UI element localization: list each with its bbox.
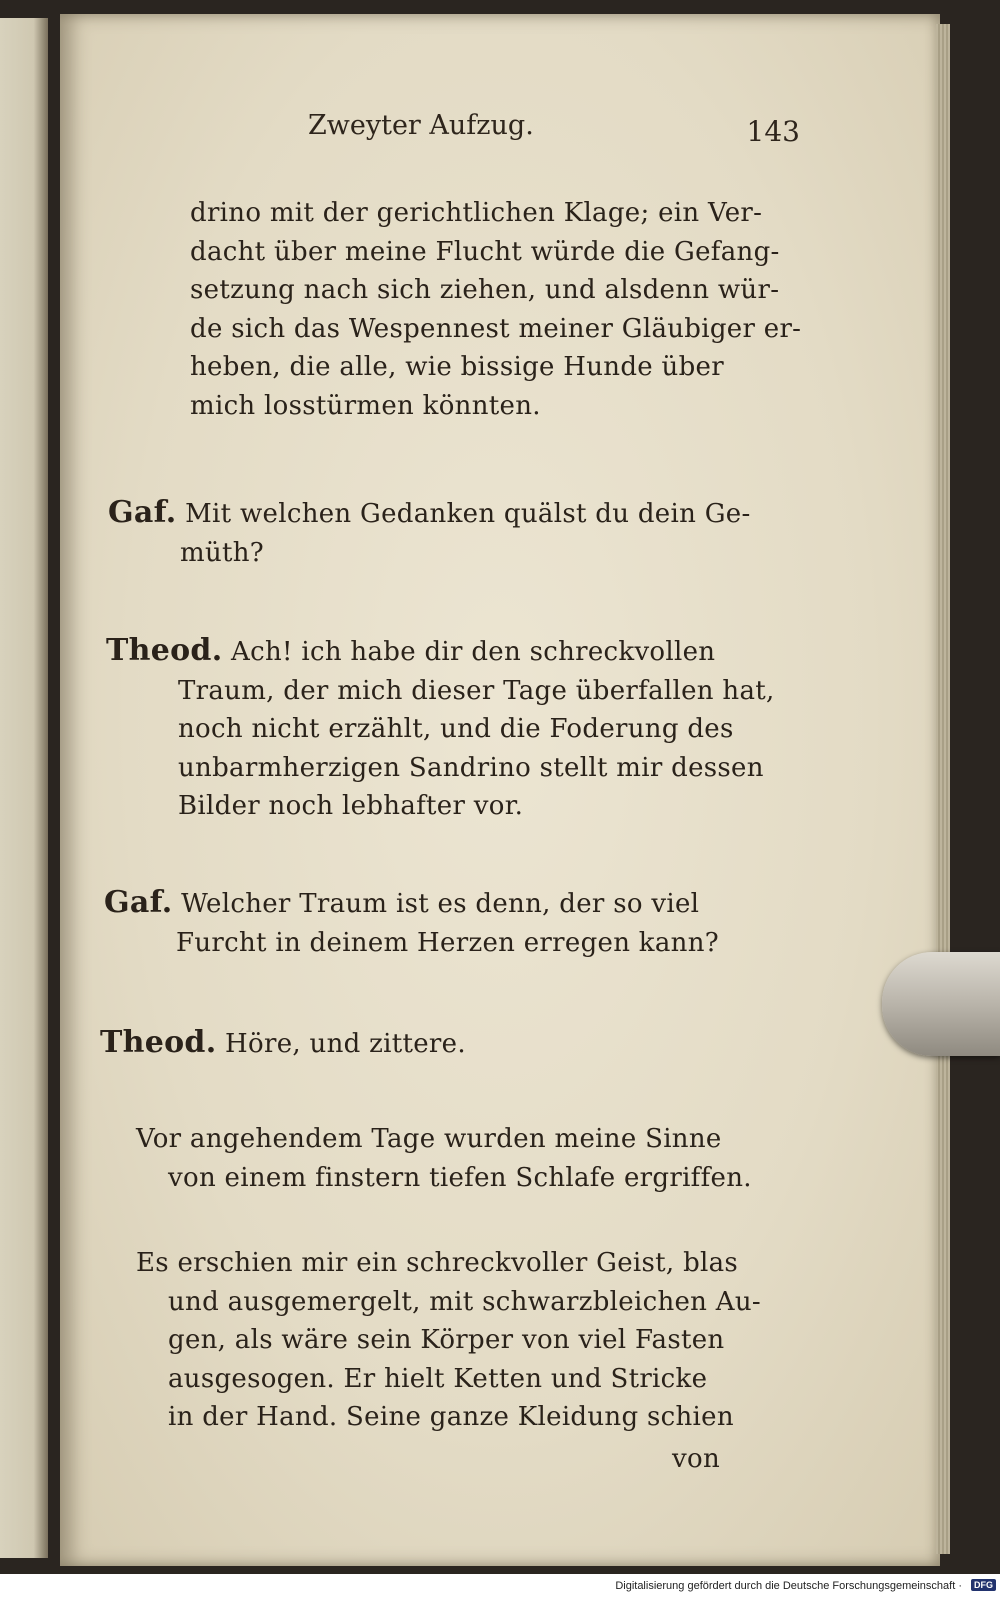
header-title: Zweyter Aufzug. — [308, 110, 534, 141]
text-line: dacht über meine Flucht würde die Gefang- — [190, 236, 780, 267]
speech-line: Ach! ich habe dir den schreckvollen — [231, 637, 716, 667]
text-line: de sich das Wespennest meiner Gläubiger er- — [190, 313, 802, 344]
text-line: heben, die alle, wie bissige Hunde über — [190, 352, 724, 382]
text-line: von einem finstern tiefen Schlafe ergriffen. — [168, 1162, 752, 1193]
speaker-name: Gaf. — [104, 885, 173, 920]
page-stack-edge — [936, 24, 950, 1554]
narration-paragraph-2 — [136, 1244, 761, 1437]
page-marker-tab — [882, 952, 1000, 1056]
text-line: ausgesogen. Er hielt Ketten und Stricke — [168, 1363, 708, 1394]
speech-gaf-1 — [108, 494, 751, 572]
speaker-name: Theod. — [100, 1025, 217, 1060]
dfg-logo: DFG — [971, 1579, 996, 1591]
text-line: setzung nach sich ziehen, und alsdenn wür- — [190, 275, 780, 305]
narration-paragraph-1 — [136, 1120, 752, 1197]
text-line: Es erschien mir ein schreckvoller Geist, blas — [136, 1248, 739, 1278]
speech-line: unbarmherzigen Sandrino stellt mir dessen — [178, 752, 764, 783]
facing-page-edge — [0, 18, 48, 1558]
speech-theod-2 — [100, 1024, 466, 1064]
speech-line: Höre, und zittere. — [225, 1029, 466, 1059]
speaker-name: Theod. — [106, 633, 223, 668]
text-line: Vor angehendem Tage wurden meine Sinne — [136, 1124, 722, 1154]
text-line: gen, als wäre sein Körper von viel Fasten — [168, 1325, 725, 1355]
catchword: von — [672, 1444, 720, 1474]
speech-theod-1 — [106, 632, 775, 826]
text-line: drino mit der gerichtlichen Klage; ein Ver- — [190, 198, 763, 228]
speech-line: Furcht in deinem Herzen erregen kann? — [176, 927, 719, 958]
text-line: in der Hand. Seine ganze Kleidung schien — [168, 1402, 734, 1432]
continuation-paragraph — [190, 194, 801, 425]
funding-credit: Digitalisierung gefördert durch die Deutsche Forschungsgemeinschaft · — [615, 1580, 962, 1592]
footer-bar — [0, 1574, 1000, 1598]
speech-line: noch nicht erzählt, und die Foderung des — [178, 714, 734, 744]
speaker-name: Gaf. — [108, 495, 177, 530]
text-line: und ausgemergelt, mit schwarzbleichen Au- — [168, 1286, 761, 1317]
text-line: mich losstürmen könnten. — [190, 390, 541, 421]
speech-line: Welcher Traum ist es denn, der so viel — [181, 889, 700, 919]
speech-line: Mit welchen Gedanken quälst du dein Ge- — [185, 499, 751, 529]
speech-line: Bilder noch lebhafter vor. — [178, 791, 524, 821]
speech-gaf-2 — [104, 884, 719, 962]
speech-line: müth? — [180, 537, 265, 568]
speech-line: Traum, der mich dieser Tage überfallen hat, — [178, 675, 775, 706]
page-number: 143 — [746, 115, 800, 148]
